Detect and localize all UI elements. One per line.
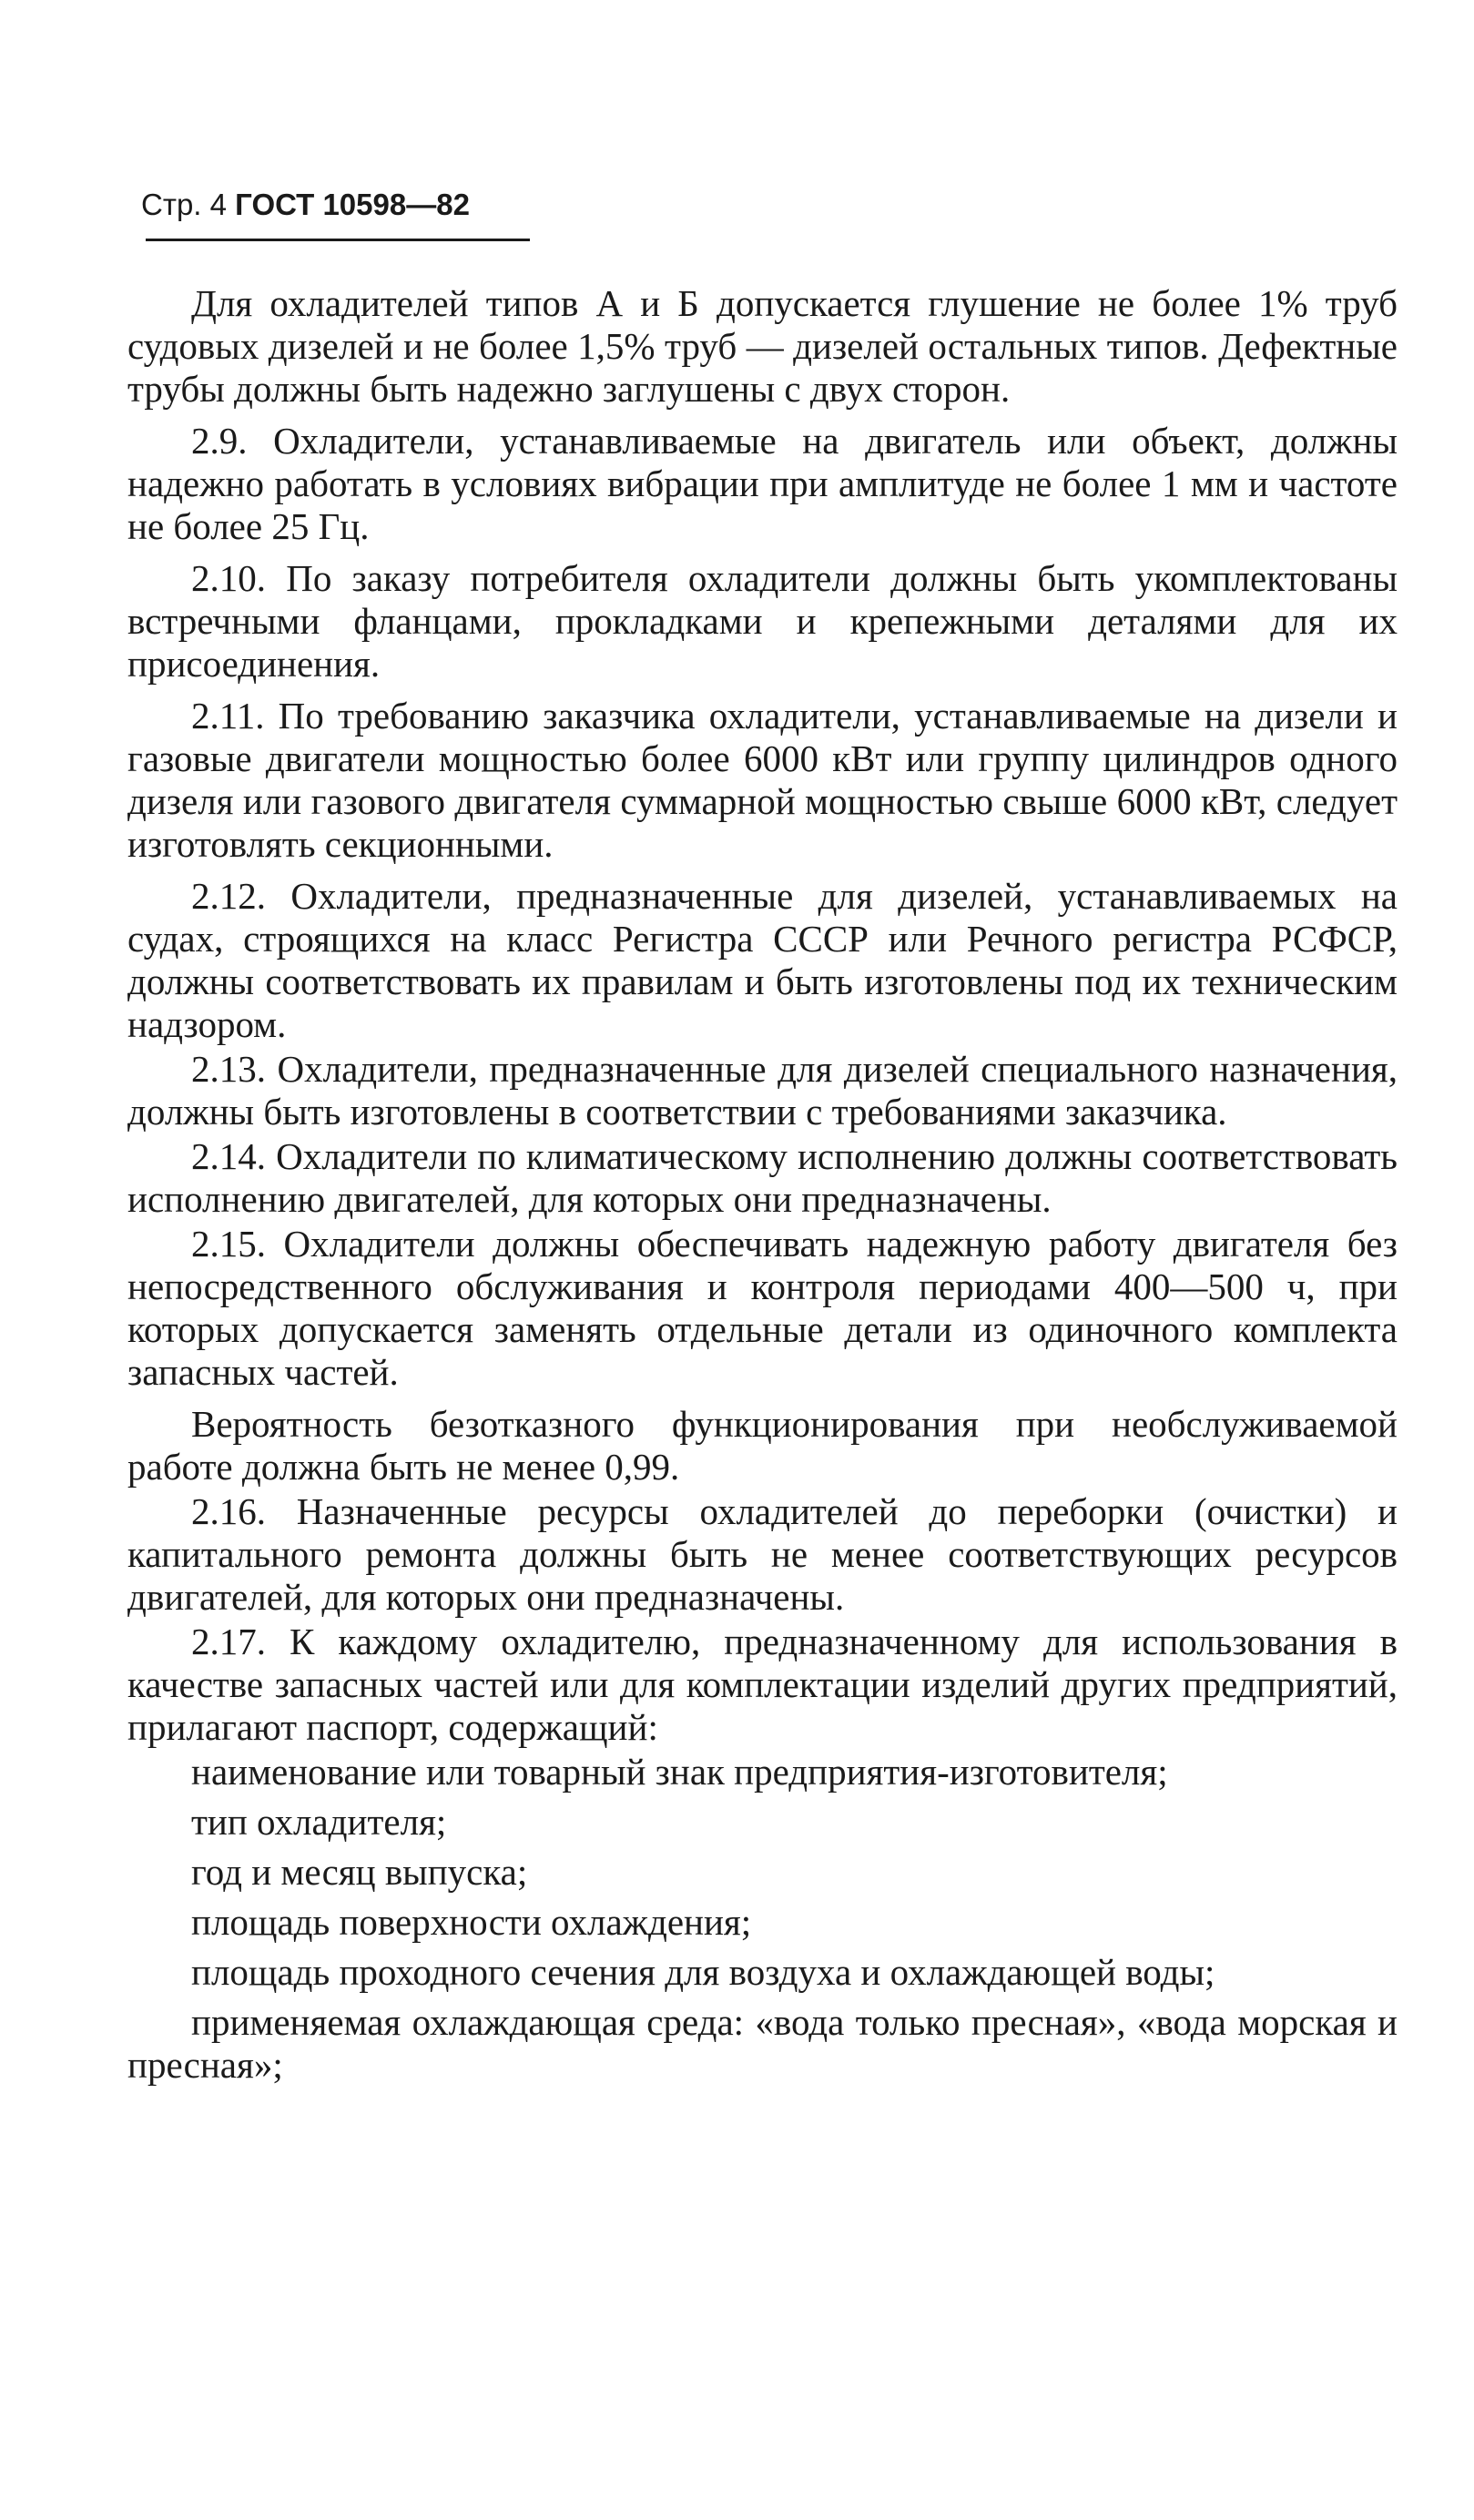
page-header [141, 187, 470, 223]
list-item-flow-section: площадь проходного сечения для воздуха и охлаждающей воды; [191, 1951, 1215, 1993]
paragraph-2-12: 2.12. Охладители, предназначенные для дизелей, устанавливаемых на судах, строящихся на класс Регистра СССР или Речного регистра РСФСР, должны соответствовать их правилам и быть изготовлены под их техническим надзором. [127, 875, 1398, 1045]
header-rule [146, 239, 530, 241]
paragraph-2-10: 2.10. По заказу потребителя охладители должны быть укомплектованы встречными фланцами, прокладками и крепежными деталями для их присоединения. [127, 557, 1398, 685]
list-item-cooling-surface: площадь поверхности охлаждения; [191, 1901, 752, 1943]
paragraph-2-11: 2.11. По требованию заказчика охладители, устанавливаемые на дизели и газовые двигатели мощностью более 6000 кВт или группу цилиндров одного дизеля или газового двигателя суммарной мощностью свыше 6000 кВт, следует изготовлять секционными. [127, 695, 1398, 865]
paragraph-2-16: 2.16. Назначенные ресурсы охладителей до переборки (очистки) и капитального ремонта должны быть не менее соответствующих ресурсов двигателей, для которых они предназначены. [127, 1490, 1398, 1618]
page-number: Стр. 4 [141, 188, 227, 221]
list-item-cooler-type: тип охладителя; [191, 1801, 447, 1843]
paragraph-2-9: 2.9. Охладители, устанавливаемые на двигатель или объект, должны надежно работать в условиях вибрации при амплитуде не более 1 мм и частоте не более 25 Гц. [127, 420, 1398, 547]
paragraph-2-14: 2.14. Охладители по климатическому исполнению должны соответствовать исполнению двигателей, для которых они предназначены. [127, 1135, 1398, 1220]
document-body [127, 282, 1398, 2094]
paragraph-2-13: 2.13. Охладители, предназначенные для дизелей специального назначения, должны быть изготовлены в соответствии с требованиями заказчика. [127, 1048, 1398, 1133]
paragraph-2-17: 2.17. К каждому охладителю, предназначенному для использования в качестве запасных частей или для комплектации изделий других предприятий, прилагают паспорт, содержащий: [127, 1621, 1398, 1748]
list-item-release-date: год и месяц выпуска; [191, 1851, 528, 1893]
paragraph-glushenie: Для охладителей типов А и Б допускается глушение не более 1% труб судовых дизелей и не более 1,5% труб — дизелей остальных типов. Дефектные трубы должны быть надежно заглушены с двух сторон. [127, 282, 1398, 410]
paragraph-2-15: 2.15. Охладители должны обеспечивать надежную работу двигателя без непосредственного обслуживания и контроля периодами 400—500 ч, при которых допускается заменять отдельные детали из одиночного комплекта запасных частей. [127, 1223, 1398, 1393]
paragraph-reliability: Вероятность безотказного функционирования при необслуживаемой работе должна быть не менее 0,99. [127, 1403, 1398, 1488]
list-item-manufacturer: наименование или товарный знак предприятия-изготовителя; [191, 1751, 1168, 1793]
list-item-cooling-medium: применяемая охлаждающая среда: «вода только пресная», «вода морская и пресная»; [127, 2001, 1398, 2086]
standard-designation: ГОСТ 10598—82 [235, 188, 470, 221]
